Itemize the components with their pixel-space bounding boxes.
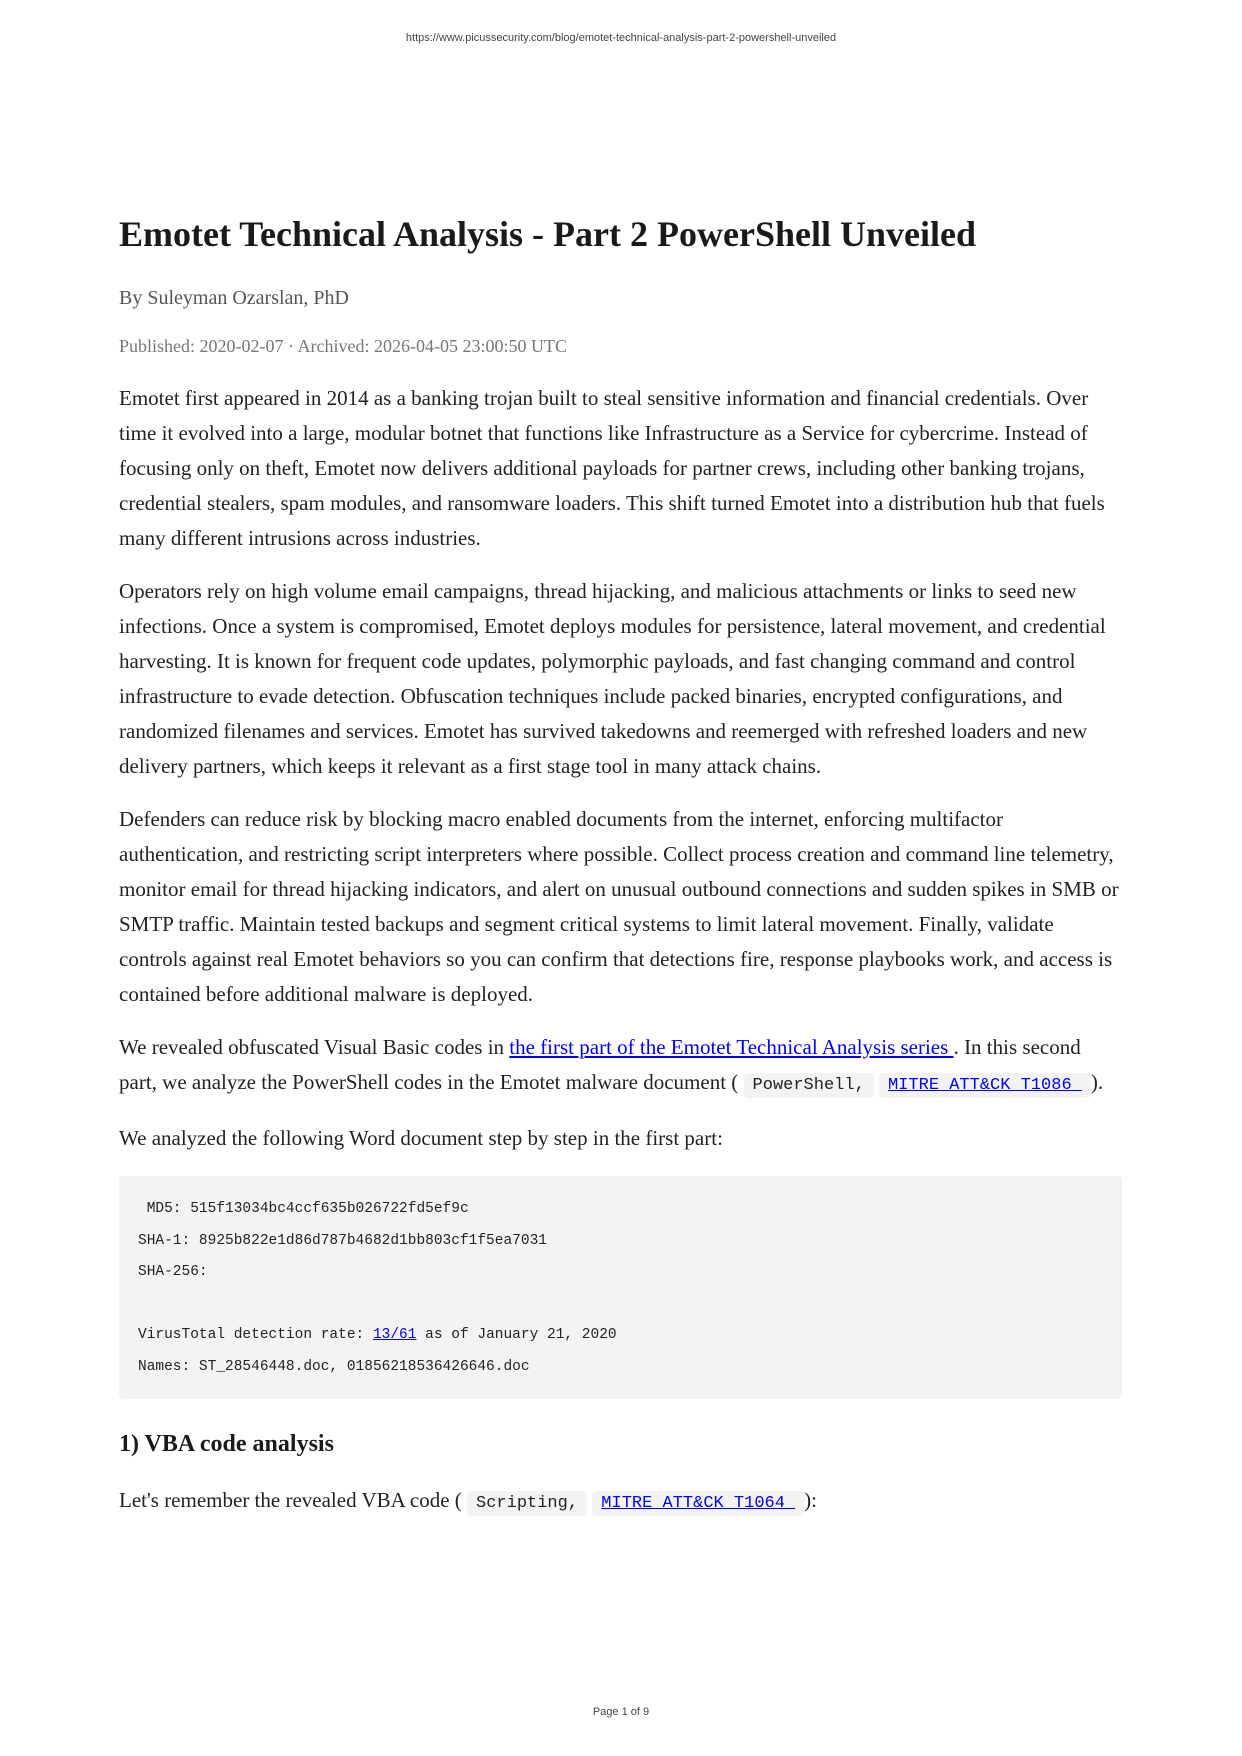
- inline-code-scripting: Scripting,: [467, 1491, 587, 1516]
- mitre-code: [879, 1073, 1091, 1098]
- sha1-line: SHA-1: 8925b822e1d86d787b4682d1bb803cf1f5ea7031: [138, 1232, 547, 1249]
- vba-text: Let's remember the revealed VBA code (: [119, 1488, 468, 1512]
- md5-line: MD5: 515f13034bc4ccf635b026722fd5ef9c: [138, 1201, 469, 1217]
- mitre-t1064-link[interactable]: MITRE ATT&CK T1064: [601, 1494, 796, 1513]
- vt-prefix: VirusTotal detection rate:: [138, 1327, 373, 1343]
- vt-suffix: as of January 21, 2020: [416, 1327, 617, 1343]
- names-line: Names: ST_28546448.doc, 01856218536426646.doc: [138, 1358, 530, 1375]
- author: By Suleyman Ozarslan, PhD: [119, 287, 349, 309]
- first-part-link[interactable]: the first part of the Emotet Technical Analysis series: [509, 1035, 954, 1059]
- paragraph: Defenders can reduce risk by blocking macro enabled documents from the internet, enforcing multifactor authentication, and restricting script interpreters where possible. Collect process creation and command line telemetry, monitor email for thread hijacking indicators, and alert on unusual outbound connections and sudden spikes in SMB or SMTP traffic. Maintain tested backups and segment critical systems to limit lateral movement. Finally, validate controls against real Emotet behaviors so you can confirm that detections fire, response playbooks work, and access is contained before additional malware is deployed.: [119, 807, 1119, 1006]
- hash-code-block: [119, 1176, 1122, 1399]
- page-url: https://www.picussecurity.com/blog/emotet-technical-analysis-part-2-powershell-unveiled: [405, 32, 837, 44]
- page-number: Page 1 of 9: [592, 1706, 650, 1718]
- article-title: Emotet Technical Analysis - Part 2 PowerShell Unveiled: [119, 214, 976, 254]
- intro-paragraph: [119, 1030, 1122, 1103]
- paragraph: We analyzed the following Word document step by step in the first part:: [119, 1126, 723, 1150]
- sha256-line: SHA-256:: [138, 1264, 208, 1280]
- virustotal-link[interactable]: 13/61: [372, 1327, 417, 1343]
- vba-paragraph: [119, 1483, 1122, 1521]
- paragraph: Operators rely on high volume email campaigns, thread hijacking, and malicious attachments or links to seed new infections. Once a system is compromised, Emotet deploys modules for persistence, lateral movement, and credential harvesting. It is known for frequent code updates, polymorphic payloads, and fast changing command and control infrastructure to evade detection. Obfuscation techniques include packed binaries, encrypted configurations, and randomized filenames and services. Emotet has survived takedowns and reemerged with refreshed loaders and new delivery partners, which keeps it relevant as a first stage tool in many attack chains.: [119, 579, 1106, 778]
- inline-code-powershell: PowerShell,: [744, 1073, 874, 1098]
- publish-meta: Published: 2020-02-07 · Archived: 2026-04-05 23:00:50 UTC: [119, 336, 567, 356]
- intro-text: . In this second part, we analyze the PowerShell codes in the Emotet malware document (: [119, 1035, 1081, 1094]
- vba-text: ):: [804, 1488, 817, 1512]
- paragraph: Emotet first appeared in 2014 as a banking trojan built to steal sensitive information and financial credentials. Over time it evolved into a large, modular botnet that functions like Infrastructure as a Service for cybercrime. Instead of focusing only on theft, Emotet now delivers additional payloads for partner crews, including other banking trojans, credential stealers, spam modules, and ransomware loaders. This shift turned Emotet into a distribution hub that fuels many different intrusions across industries.: [119, 386, 1105, 550]
- article: [119, 210, 1122, 1521]
- intro-text: ).: [1090, 1070, 1104, 1094]
- intro-text: We revealed obfuscated Visual Basic codes in: [119, 1035, 510, 1059]
- mitre-code: [592, 1491, 804, 1516]
- mitre-t1086-link[interactable]: MITRE ATT&CK T1086: [888, 1076, 1082, 1095]
- section-heading: 1) VBA code analysis: [119, 1431, 334, 1457]
